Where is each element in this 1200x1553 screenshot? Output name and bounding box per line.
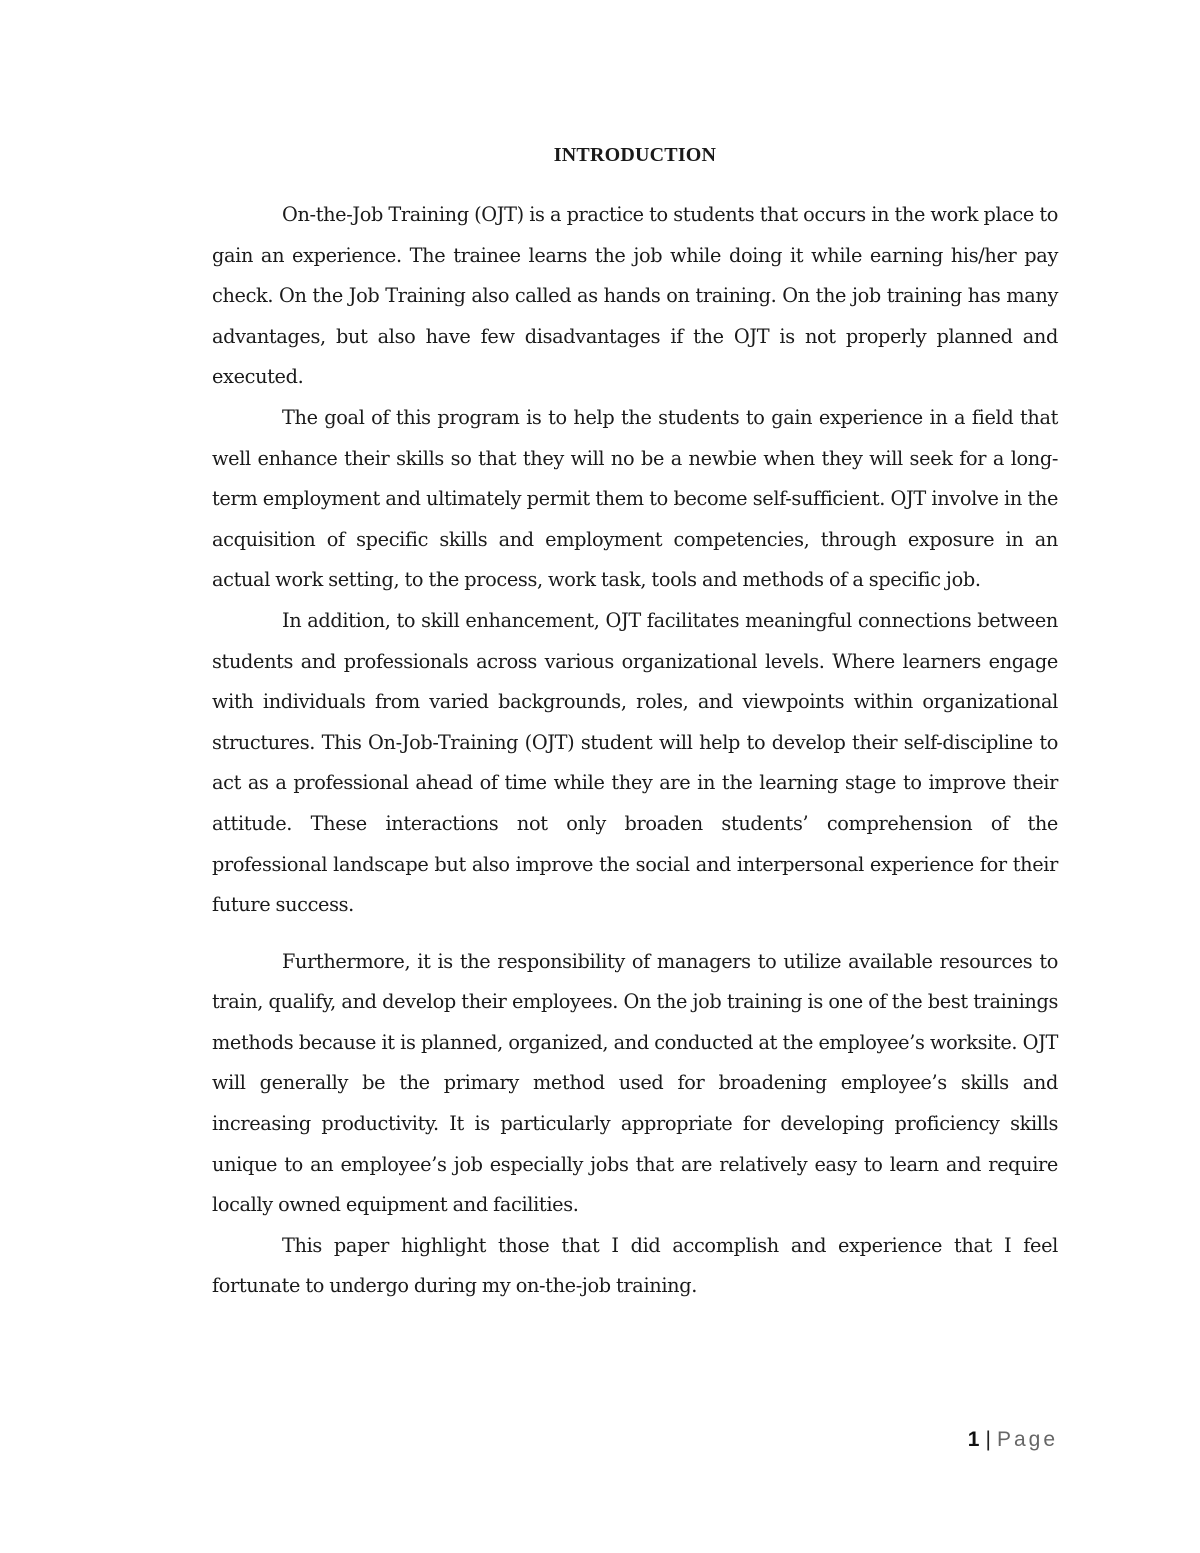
paragraph-1: On-the-Job Training (OJT) is a practice to students that occurs in the work place to gain an experience. The trainee learns the job while doing it while earning his/her pay check. On the Job Training also called as hands on training. On the job training has many advantages, but also have few disadvantages if the OJT is not properly planned and executed. bbox=[212, 203, 1058, 389]
paragraph-4: Furthermore, it is the responsibility of managers to utilize available resources to train, qualify, and develop their employees. On the job training is one of the best trainings methods because it is planned, organized, and conducted at the employee’s worksite. OJT will generally be the primary method used for broadening employee’s skills and increasing productivity. It is particularly appropriate for developing proficiency skills unique to an employee’s job especially jobs that are relatively easy to learn and require locally owned equipment and facilities. bbox=[212, 949, 1058, 1217]
page-label: Page bbox=[996, 1428, 1058, 1451]
paragraph-2: The goal of this program is to help the students to gain experience in a field that well enhance their skills so that they will no be a newbie when they will seek for a long-term employment and ultimately permit them to become self-sufficient. OJT involve in the acquisition of specific skills and employment competencies, through exposure in an actual work setting, to the process, work task, tools and methods of a specific job. bbox=[212, 405, 1058, 592]
document-body bbox=[212, 195, 1058, 1307]
page-title: INTRODUCTION bbox=[553, 144, 717, 166]
paragraph-3: In addition, to skill enhancement, OJT facilitates meaningful connections between students and professionals across various organizational levels. Where learners engage with individuals from varied backgrounds, roles, and viewpoints within organizational structures. This On-Job-Training (OJT) student will help to develop their self-discipline to act as a professional ahead of time while they are in the learning stage to improve their attitude. These interactions not only broaden students’ comprehension of the professional landscape but also improve the social and interpersonal experience for their future success. bbox=[212, 608, 1058, 917]
paragraph-5: This paper highlight those that I did accomplish and experience that I feel fortunate to undergo during my on-the-job training. bbox=[212, 1233, 1058, 1298]
page-footer bbox=[968, 1428, 1058, 1452]
page-number: 1 bbox=[967, 1428, 980, 1451]
page-separator: | bbox=[985, 1428, 991, 1451]
